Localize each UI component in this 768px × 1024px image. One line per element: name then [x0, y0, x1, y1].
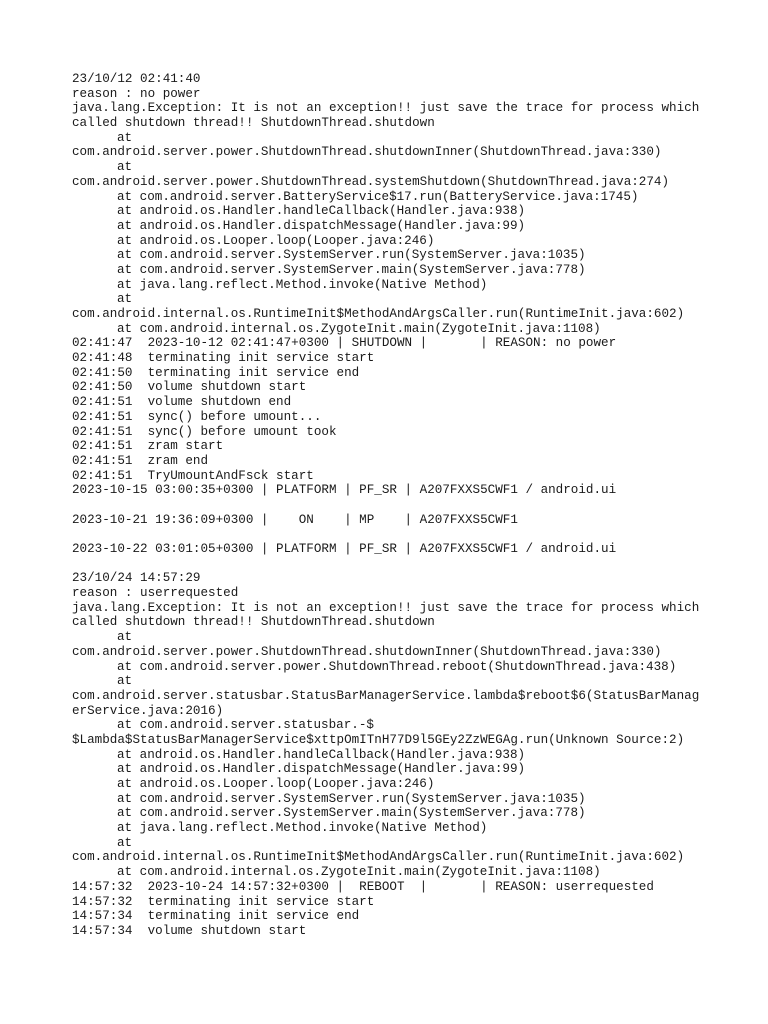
log-line: com.android.server.power.ShutdownThread.shutdownInner(ShutdownThread.java:330) [72, 644, 662, 659]
log-line: com.android.internal.os.RuntimeInit$MethodAndArgsCaller.run(RuntimeInit.java:602) [72, 850, 685, 865]
log-line: at com.android.server.SystemServer.run(SystemServer.java:1035) [117, 248, 586, 263]
log-line: 23/10/24 14:57:29 [72, 571, 201, 586]
log-line: at android.os.Handler.dispatchMessage(Handler.java:99) [117, 218, 526, 233]
log-line: at com.android.server.SystemServer.run(SystemServer.java:1035) [117, 791, 586, 806]
log-line: 02:41:51 zram start [72, 439, 224, 454]
log-line: at com.android.server.SystemServer.main(SystemServer.java:778) [117, 262, 586, 277]
log-line: 02:41:50 volume shutdown start [72, 380, 307, 395]
log-line: at com.android.server.BatteryService$17.run(BatteryService.java:1745) [117, 189, 639, 204]
log-line: at [117, 674, 133, 689]
log-line: reason : userrequested [72, 586, 239, 601]
log-line: 2023-10-15 03:00:35+0300 | PLATFORM | PF_SR | A207FXXS5CWF1 / android.ui [72, 483, 617, 498]
log-line: called shutdown thread!! ShutdownThread.shutdown [72, 615, 435, 630]
log-line: com.android.internal.os.RuntimeInit$MethodAndArgsCaller.run(RuntimeInit.java:602) [72, 307, 685, 321]
log-line: at android.os.Handler.handleCallback(Handler.java:938) [117, 204, 526, 219]
log-line: 02:41:51 volume shutdown end [72, 395, 292, 410]
log-line: java.lang.Exception: It is not an exception!! just save the trace for process which [72, 101, 700, 116]
log-line: at com.android.server.statusbar.-$ [117, 718, 374, 733]
log-line: 02:41:47 2023-10-12 02:41:47+0300 | SHUTDOWN | | REASON: no power [72, 336, 617, 351]
log-line: at android.os.Handler.dispatchMessage(Handler.java:99) [117, 762, 526, 777]
log-line: 2023-10-22 03:01:05+0300 | PLATFORM | PF_SR | A207FXXS5CWF1 / android.ui [72, 542, 617, 556]
log-line: at [117, 835, 133, 850]
log-line: at [117, 130, 133, 145]
log-line: 14:57:32 terminating init service start [72, 894, 375, 909]
log-line: 02:41:48 terminating init service start [72, 351, 375, 366]
log-line: 23/10/12 02:41:40 [72, 72, 201, 86]
log-line: at com.android.internal.os.ZygoteInit.main(ZygoteInit.java:1108) [117, 865, 601, 880]
log-line: at android.os.Looper.loop(Looper.java:246) [117, 777, 435, 791]
log-line: 14:57:34 terminating init service end [72, 909, 360, 924]
log-line: at [117, 292, 133, 307]
log-line: at com.android.server.SystemServer.main(SystemServer.java:778) [117, 806, 586, 821]
log-line: com.android.server.power.ShutdownThread.systemShutdown(ShutdownThread.java:274) [72, 174, 670, 189]
log-line: at [117, 630, 133, 645]
blank-line [72, 557, 712, 572]
log-line: at java.lang.reflect.Method.invoke(Native Method) [117, 821, 488, 836]
log-line: 14:57:34 volume shutdown start [72, 923, 307, 938]
log-line: at com.android.internal.os.ZygoteInit.main(ZygoteInit.java:1108) [117, 321, 601, 336]
blank-line [72, 498, 712, 513]
log-line: at android.os.Handler.handleCallback(Handler.java:938) [117, 747, 526, 762]
log-line: com.android.server.statusbar.StatusBarManagerService.lambda$reboot$6(StatusBarManag [72, 688, 700, 703]
log-line: at android.os.Looper.loop(Looper.java:246) [117, 233, 435, 248]
log-line: 14:57:32 2023-10-24 14:57:32+0300 | REBOOT | | REASON: userrequested [72, 879, 654, 894]
log-line: 02:41:51 sync() before umount... [72, 409, 322, 424]
log-line: at com.android.server.power.ShutdownThread.reboot(ShutdownThread.java:438) [117, 659, 677, 674]
log-document [72, 72, 712, 939]
log-line: at java.lang.reflect.Method.invoke(Native Method) [117, 277, 488, 292]
blank-line [72, 527, 712, 542]
log-line: called shutdown thread!! ShutdownThread.shutdown [72, 116, 435, 131]
log-line: $Lambda$StatusBarManagerService$xttpOmITnH77D9l5GEy2ZzWEGAg.run(Unknown Source:2) [72, 732, 685, 747]
log-line: 02:41:51 sync() before umount took [72, 424, 337, 439]
log-line: 2023-10-21 19:36:09+0300 | ON | MP | A207FXXS5CWF1 [72, 512, 518, 527]
log-line: 02:41:51 TryUmountAndFsck start [72, 468, 314, 483]
log-line: at [117, 160, 133, 175]
log-line: 02:41:51 zram end [72, 453, 209, 468]
log-line: java.lang.Exception: It is not an exception!! just save the trace for process which [72, 600, 700, 615]
log-line: reason : no power [72, 86, 201, 101]
log-line: com.android.server.power.ShutdownThread.shutdownInner(ShutdownThread.java:330) [72, 145, 662, 160]
log-line: 02:41:50 terminating init service end [72, 365, 360, 380]
log-line: erService.java:2016) [72, 703, 224, 718]
